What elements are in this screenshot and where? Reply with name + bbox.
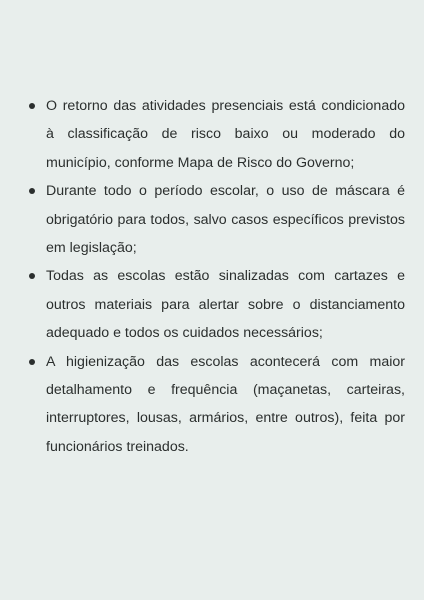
- list-item: [28, 177, 405, 262]
- list-item: [28, 262, 405, 347]
- document-body: [28, 92, 405, 461]
- bullet-dot-icon: [29, 359, 35, 365]
- bullet-list: [28, 92, 405, 461]
- bullet-dot-icon: [29, 273, 35, 279]
- bullet-dot-icon: [29, 103, 35, 109]
- list-item: [28, 92, 405, 177]
- list-item-text: O retorno das atividades presenciais está condicionado à classificação de risco baixo ou moderado do município, conforme Mapa de Risco do Governo;: [46, 98, 405, 171]
- list-item-text: Durante todo o período escolar, o uso de máscara é obrigatório para todos, salvo casos específicos previstos em legislação;: [46, 183, 405, 257]
- list-item-text: Todas as escolas estão sinalizadas com cartazes e outros materiais para alertar sobre o distanciamento adequado e todos os cuidados necessários;: [46, 268, 405, 342]
- bullet-dot-icon: [29, 188, 35, 194]
- list-item-text: A higienização das escolas acontecerá com maior detalhamento e frequência (maçanetas, carteiras, interruptores, lousas, armários, entre outros), feita por funcionários treinados.: [46, 353, 405, 455]
- list-item: [28, 348, 405, 462]
